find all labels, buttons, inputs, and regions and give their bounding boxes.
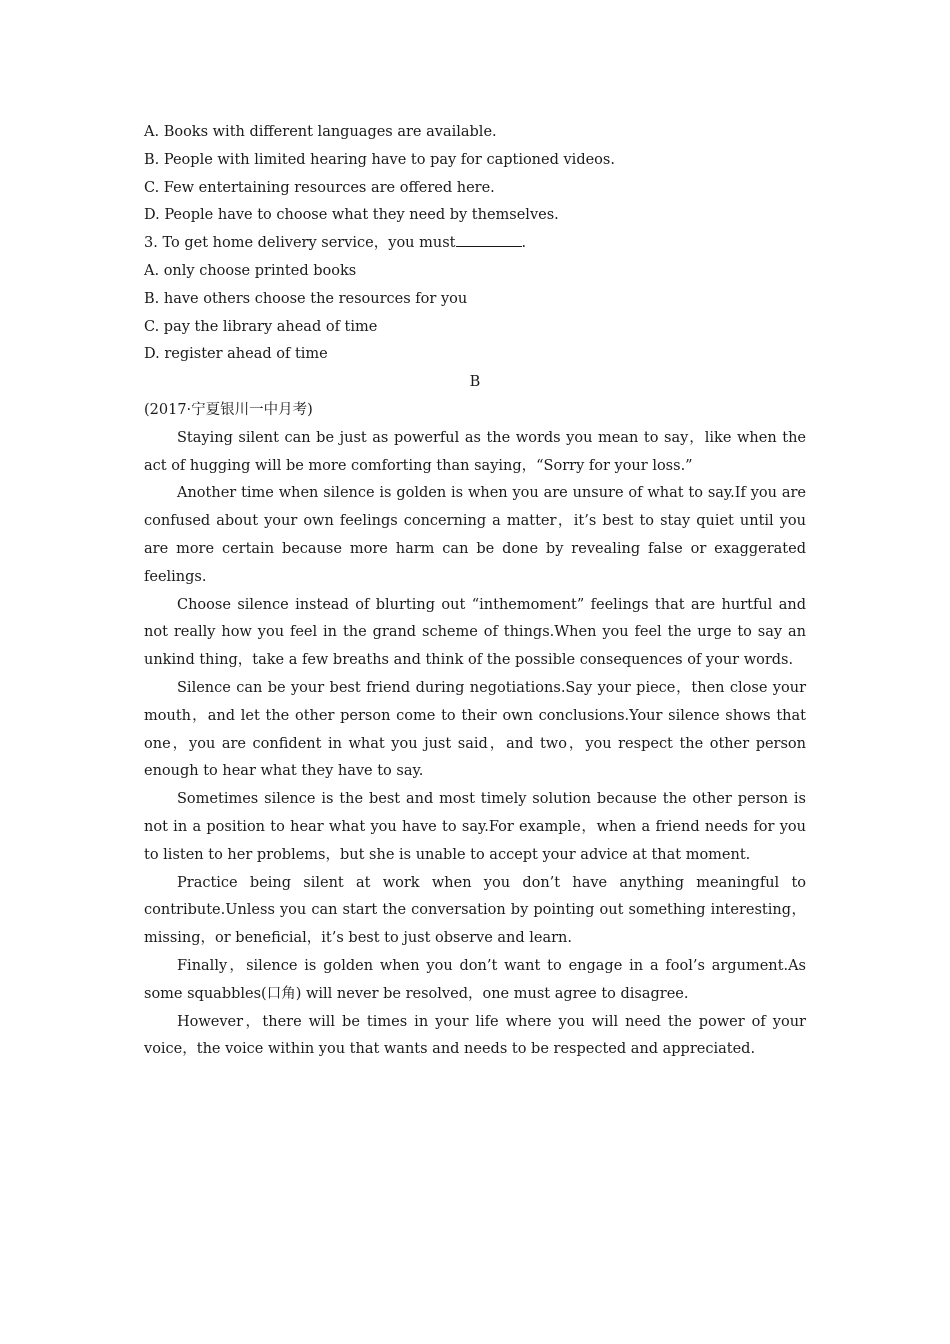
section-heading: B	[469, 374, 481, 391]
passage-paragraph-7: Finally，silence is golden when you don’t want to engage in a fool’s argument.As some squabbles(口角) will never be resolved，one must agree to disagree.	[144, 957, 806, 1002]
q3-option-b: B. have others choose the resources for you	[144, 290, 468, 307]
q3-option-a: A. only choose printed books	[144, 262, 357, 279]
passage-paragraph-6: Practice being silent at work when you don’t have anything meaningful to contribute.Unless you can start the conversation by pointing out something interesting，missing，or beneficial，it’s best to just observe and learn.	[144, 874, 806, 947]
passage	[144, 425, 806, 1064]
passage-source: (2017·宁夏银川一中月考)	[144, 401, 313, 418]
question-3	[144, 230, 806, 369]
q3-stem-text: 3. To get home delivery service，you must	[144, 235, 456, 252]
answer-blank	[456, 231, 522, 247]
passage-paragraph-4: Silence can be your best friend during negotiations.Say your piece，then close your mouth，and let the other person come to their own conclusions.Your silence shows that one，you are confident in what you just said，and two，you respect the other person enough to hear what they have to say.	[144, 679, 806, 780]
q2-option-c: C. Few entertaining resources are offered here.	[144, 179, 495, 196]
q2-option-a: A. Books with different languages are available.	[144, 124, 497, 140]
question-2-options	[144, 119, 806, 230]
q3-option-d: D. register ahead of time	[144, 346, 328, 363]
q2-option-d: D. People have to choose what they need by themselves.	[144, 207, 559, 224]
passage-paragraph-5: Sometimes silence is the best and most timely solution because the other person is not in a position to hear what you have to say.For example，when a friend needs for you to listen to her problems，but she is unable to accept your advice at that moment.	[144, 791, 806, 863]
passage-paragraph-3: Choose silence instead of blurting out “inthemoment” feelings that are hurtful and not really how you feel in the grand scheme of things.When you feel the urge to say an unkind thing，take a few breaths and think of the possible consequences of your words.	[144, 596, 806, 669]
q3-stem-end: .	[521, 235, 527, 252]
q3-option-c: C. pay the library ahead of time	[144, 318, 378, 335]
document-page	[144, 119, 806, 1064]
q2-option-b: B. People with limited hearing have to pay for captioned videos.	[144, 151, 615, 168]
q3-stem	[144, 230, 806, 258]
passage-paragraph-8: However，there will be times in your life where you will need the power of your voice，the voice within you that wants and needs to be respected and appreciated.	[144, 1013, 806, 1058]
passage-paragraph-1: Staying silent can be just as powerful as the words you mean to say，like when the act of hugging will be more comforting than saying，“Sorry for your loss.”	[144, 429, 806, 474]
passage-paragraph-2: Another time when silence is golden is when you are unsure of what to say.If you are confused about your own feelings concerning a matter，it’s best to stay quiet until you are more certain because more harm can be done by revealing false or exaggerated feelings.	[144, 485, 806, 585]
